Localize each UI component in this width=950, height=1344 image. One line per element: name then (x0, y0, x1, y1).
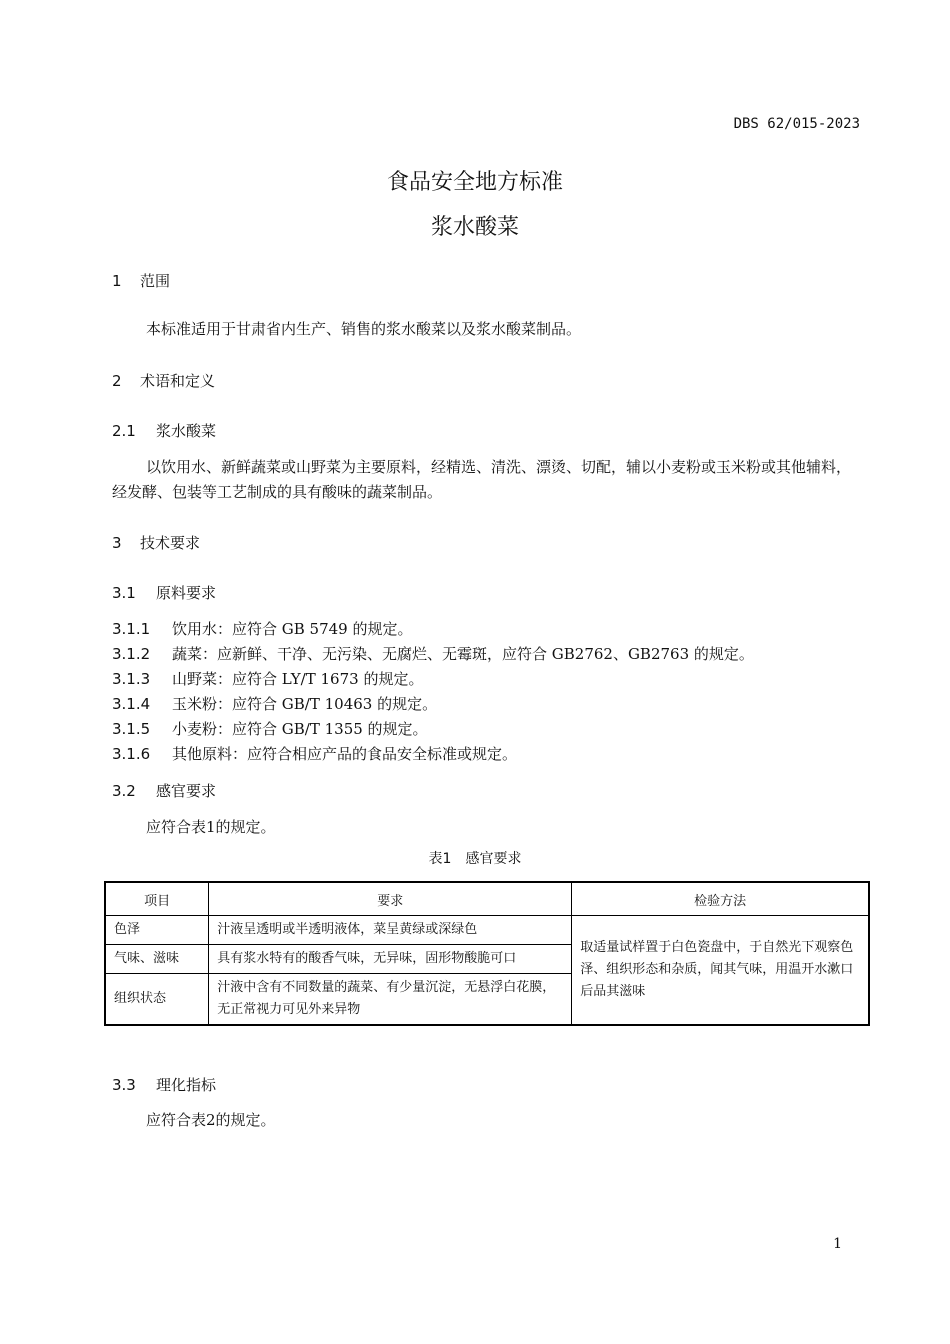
section-title: 感官要求 (156, 782, 217, 800)
section-title: 术语和定义 (140, 372, 216, 390)
clause-3-1-2 (112, 643, 754, 664)
section-title: 理化指标 (156, 1076, 217, 1094)
section-3-2-text: 应符合表1的规定。 (146, 818, 276, 836)
clause-number: 3.1.2 (112, 645, 151, 663)
table-cell-item: 色泽 (105, 916, 209, 945)
section-title: 浆水酸菜 (156, 422, 217, 440)
table-header-row (105, 882, 869, 916)
table-header-item: 项目 (105, 882, 209, 916)
table-header-method: 检验方法 (572, 882, 869, 916)
section-title: 范围 (140, 272, 171, 290)
section-2-heading (112, 370, 215, 391)
document-subtitle: 浆水酸菜 (430, 215, 519, 240)
page-number: 1 (833, 1236, 842, 1252)
section-1-text: 本标准适用于甘肃省内生产、销售的浆水酸菜以及浆水酸菜制品。 (146, 320, 582, 338)
clause-number: 3.1.4 (112, 695, 151, 713)
table-header-requirement: 要求 (209, 882, 572, 916)
table-1-caption: 表1 感官要求 (428, 851, 522, 867)
clause-text: 玉米粉：应符合 GB/T 10463 的规定。 (172, 695, 438, 713)
section-number: 3.1 (112, 584, 136, 602)
section-3-2-heading (112, 780, 216, 801)
table-cell-method: 取适量试样置于白色瓷盘中，于自然光下观察色泽、组织形态和杂质，闻其气味，用温开水漱口后品其滋味 (572, 916, 869, 1026)
section-number: 1 (112, 272, 122, 290)
section-number: 3 (112, 534, 122, 552)
clause-number: 3.1.5 (112, 720, 151, 738)
section-2-1-text: 以饮用水、新鲜蔬菜或山野菜为主要原料，经精选、清洗、漂烫、切配，辅以小麦粉或玉米粉或其他辅料，经发酵、包装等工艺制成的具有酸味的蔬菜制品。 (112, 458, 852, 501)
section-2-1-heading (112, 420, 216, 441)
section-number: 2 (112, 372, 122, 390)
clause-3-1-3 (112, 668, 423, 689)
clause-3-1-6 (112, 743, 517, 764)
clause-3-1-5 (112, 718, 428, 739)
clause-number: 3.1.6 (112, 745, 151, 763)
clause-text: 山野菜：应符合 LY/T 1673 的规定。 (172, 670, 424, 688)
section-3-1-heading (112, 582, 216, 603)
section-number: 3.3 (112, 1076, 136, 1094)
sensory-requirements-table (104, 881, 870, 1026)
table-row (105, 916, 869, 945)
section-title: 原料要求 (156, 584, 217, 602)
section-3-3-heading (112, 1074, 216, 1095)
clause-3-1-1 (112, 618, 413, 639)
section-number: 2.1 (112, 422, 136, 440)
clause-text: 饮用水：应符合 GB 5749 的规定。 (172, 620, 413, 638)
clause-number: 3.1.3 (112, 670, 151, 688)
table-cell-requirement: 具有浆水特有的酸香气味，无异味，固形物酸脆可口 (209, 945, 572, 974)
section-title: 技术要求 (140, 534, 201, 552)
table-cell-requirement: 汁液中含有不同数量的蔬菜、有少量沉淀，无悬浮白花膜，无正常视力可见外来异物 (209, 974, 572, 1026)
clause-number: 3.1.1 (112, 620, 151, 638)
section-3-heading (112, 532, 200, 553)
table-cell-requirement: 汁液呈透明或半透明液体，菜呈黄绿或深绿色 (209, 916, 572, 945)
standard-code: DBS 62/015-2023 (733, 116, 860, 132)
table-cell-item: 气味、滋味 (105, 945, 209, 974)
section-3-3-text: 应符合表2的规定。 (146, 1111, 276, 1129)
clause-text: 小麦粉：应符合 GB/T 1355 的规定。 (172, 720, 428, 738)
clause-text: 其他原料：应符合相应产品的食品安全标准或规定。 (172, 745, 518, 763)
section-1-heading (112, 270, 170, 291)
table-cell-item: 组织状态 (105, 974, 209, 1026)
clause-3-1-4 (112, 693, 437, 714)
document-title: 食品安全地方标准 (386, 170, 563, 195)
clause-text: 蔬菜：应新鲜、干净、无污染、无腐烂、无霉斑，应符合 GB2762、GB2763 的规定。 (172, 645, 754, 663)
section-number: 3.2 (112, 782, 136, 800)
